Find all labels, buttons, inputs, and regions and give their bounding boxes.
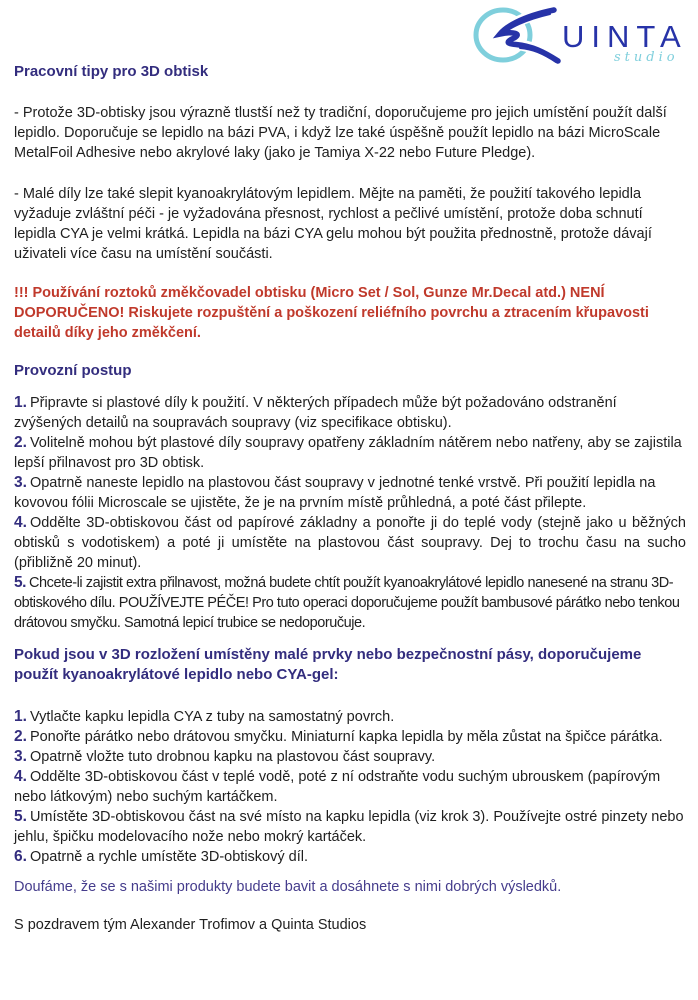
step-text: Chcete-li zajistit extra přilnavost, možná budete chtít použít kyanoakrylátové lepidlo nanesené na stranu 3D-obtiskového dílu. POUŽÍVEJTE PÉČE! Pro tuto operaci doporučujeme použít bambusové párátko nebo tenkou drátovou smyčku. Samotná lepicí trubice se nedoporučuje. bbox=[14, 575, 680, 631]
step-number: 3. bbox=[14, 748, 27, 765]
procedure-steps-list bbox=[14, 393, 686, 633]
step-text: Vytlačte kapku lepidla CYA z tuby na samostatný povrch. bbox=[29, 709, 395, 725]
step-text: Opatrně a rychle umístěte 3D-obtiskový díl. bbox=[29, 849, 308, 865]
logo-subtitle-text: studio bbox=[614, 50, 679, 64]
signature-line: S pozdravem tým Alexander Trofimov a Quinta Studios bbox=[14, 917, 367, 933]
step-number: 5. bbox=[14, 808, 27, 825]
quinta-logo-icon bbox=[462, 6, 694, 64]
procedure-step-1 bbox=[14, 393, 686, 433]
step-text: Opatrně vložte tuto drobnou kapku na plastovou část soupravy. bbox=[29, 749, 436, 765]
step-text: Připravte si plastové díly k použití. V některých případech může být požadováno odstranění zvýšených detailů na soupravách soupravy (viz specifikace obtisku). bbox=[14, 395, 617, 431]
step-number: 2. bbox=[14, 728, 27, 745]
cya-section-heading: Pokud jsou v 3D rozložení umístěny malé prvky nebo bezpečnostní pásy, doporučujeme použít kyanoakrylátové lepidlo nebo CYA-gel: bbox=[14, 646, 642, 683]
step-text: Umístěte 3D-obtiskovou část na své místo na kapku lepidla (viz krok 3). Používejte ostré pinzety nebo jehlu, špičku modelovacího nože nebo mokrý kartáček. bbox=[14, 809, 684, 845]
procedure-step-4 bbox=[14, 513, 686, 573]
document-content bbox=[0, 62, 698, 935]
step-number: 1. bbox=[14, 394, 27, 411]
step-number: 2. bbox=[14, 434, 27, 451]
cya-step-3 bbox=[14, 747, 686, 767]
procedure-step-5 bbox=[14, 573, 686, 633]
cya-step-4 bbox=[14, 767, 686, 807]
step-number: 5. bbox=[14, 574, 27, 591]
cya-step-5 bbox=[14, 807, 686, 847]
step-text: Oddělte 3D-obtiskovou část v teplé vodě, poté z ní odstraňte vodu suchým ubrouskem (papírovým nebo látkovým) nebo suchým kartáčkem. bbox=[14, 769, 661, 805]
procedure-step-3 bbox=[14, 473, 686, 513]
step-text: Volitelně mohou být plastové díly soupravy opatřeny základním nátěrem nebo natřeny, aby se zajistila lepší přilnavost pro 3D obtisk. bbox=[14, 435, 682, 471]
step-number: 6. bbox=[14, 848, 27, 865]
cya-steps-list bbox=[14, 707, 686, 867]
intro-paragraph-1: - Protože 3D-obtisky jsou výrazně tlustší než ty tradiční, doporučujeme pro jejich umístění použít další lepidlo. Doporučuje se lepidlo na bázi PVA, i když lze také úspěšně použít lepidlo na bázi MicroScale MetalFoil Adhesive nebo akrylové laky (jako je Tamiya X-22 nebo Future Pledge). bbox=[14, 105, 667, 161]
procedure-section-title: Provozní postup bbox=[14, 362, 132, 379]
softener-warning-text: !!! Používání roztoků změkčovadel obtisku (Micro Set / Sol, Gunze Mr.Decal atd.) NENÍ DOPORUČENO! Riskujete rozpuštění a poškození reliéfního povrchu a ztracením křupavosti detailů díky jeho změkčení. bbox=[14, 285, 649, 341]
intro-paragraph-2: - Malé díly lze také slepit kyanoakrylátovým lepidlem. Mějte na paměti, že použití takového lepidla vyžaduje zvláštní péči - je vyžadována přesnost, rychlost a pečlivé umístění, protože doba schnutí lepidla CYA je velmi krátká. Lepidla na bázi CYA gelu mohou být použita přednostně, protože dávají uživateli více času na umístění součásti. bbox=[14, 186, 652, 262]
cya-step-6 bbox=[14, 847, 686, 867]
step-number: 3. bbox=[14, 474, 27, 491]
step-number: 1. bbox=[14, 708, 27, 725]
page-title: Pracovní tipy pro 3D obtisk bbox=[14, 63, 209, 80]
quinta-studio-logo bbox=[462, 6, 694, 64]
step-text: Opatrně naneste lepidlo na plastovou část soupravy v jednotné tenké vrstvě. Při použití lepidla na kovovou fólii Microscale se ujistěte, že je na prvním místě průhledná, a poté část přilepte. bbox=[14, 475, 656, 511]
closing-line: Doufáme, že se s našimi produkty budete bavit a dosáhnete s nimi dobrých výsledků. bbox=[14, 879, 562, 895]
procedure-step-2 bbox=[14, 433, 686, 473]
logo-brand-text: UINTA bbox=[562, 19, 688, 54]
step-number: 4. bbox=[14, 768, 27, 785]
cya-step-2 bbox=[14, 727, 686, 747]
cya-step-1 bbox=[14, 707, 686, 727]
step-number: 4. bbox=[14, 514, 27, 531]
step-text: Oddělte 3D-obtiskovou část od papírové základny a ponořte ji do teplé vody (stejně jako u běžných obtisků s vodotiskem) a poté ji umístěte na plastovou část soupravy. Dej to trochu času na sucho (přibližně 20 minut). bbox=[14, 515, 686, 571]
step-text: Ponořte párátko nebo drátovou smyčku. Miniaturní kapka lepidla by měla zůstat na špičce párátka. bbox=[29, 729, 663, 745]
